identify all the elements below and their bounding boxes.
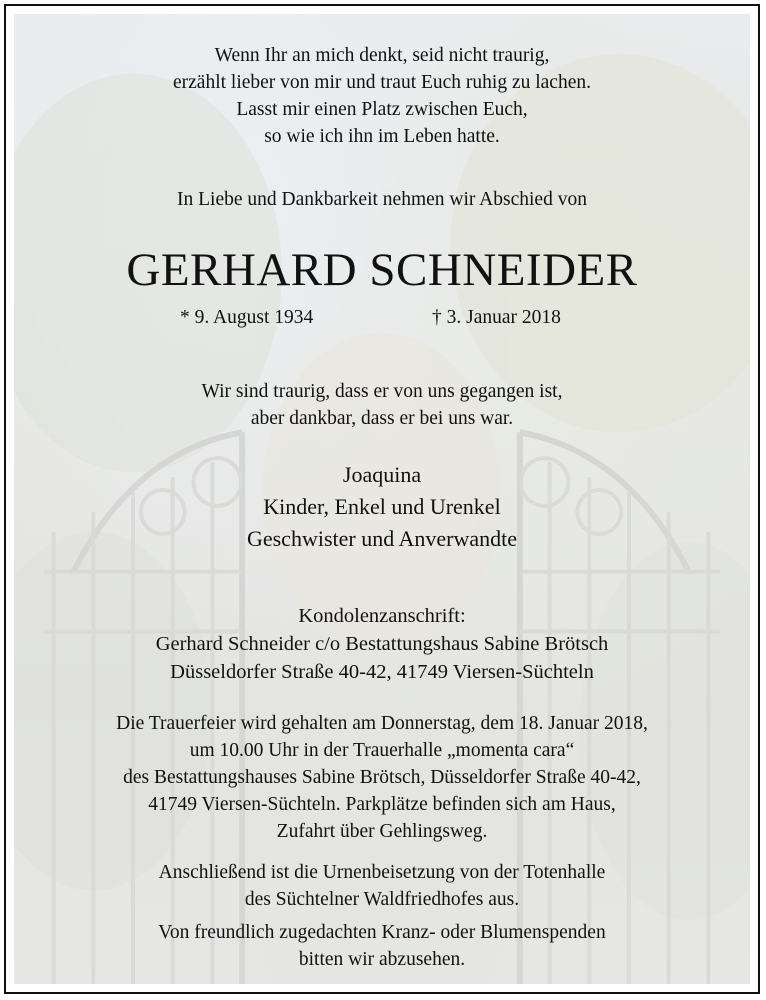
burial-line: des Süchtelner Waldfriedhofes aus. <box>244 889 520 910</box>
ceremony-line: Zufahrt über Gehlingsweg. <box>276 821 488 842</box>
mourner-line: Kinder, Enkel und Urenkel <box>263 494 501 519</box>
ceremony-line: 41749 Viersen-Süchteln. Parkplätze befinden sich am Haus, <box>148 794 616 815</box>
flowers-note <box>14 919 750 973</box>
death-date: † 3. Januar 2018 <box>432 307 561 328</box>
ceremony-line: um 10.00 Uhr in der Trauerhalle „momenta cara“ <box>189 740 575 761</box>
mourner-line: Geschwister und Anverwandte <box>246 526 518 551</box>
flowers-line: bitten wir abzusehen. <box>298 949 466 970</box>
sentiment-line: aber dankbar, dass er bei uns war. <box>250 408 514 429</box>
poem <box>14 42 750 150</box>
intro-text: In Liebe und Dankbarkeit nehmen wir Abschied von <box>177 189 587 210</box>
poem-line: so wie ich ihn im Leben hatte. <box>264 126 500 147</box>
burial-line: Anschließend ist die Urnenbeisetzung von der Totenhalle <box>158 862 606 883</box>
ceremony-details <box>14 710 750 845</box>
obituary-card <box>14 14 750 984</box>
poem-line: erzählt lieber von mir und traut Euch ruhig zu lachen. <box>172 72 591 93</box>
ceremony-line: des Bestattungshauses Sabine Brötsch, Düsseldorfer Straße 40-42, <box>123 767 641 788</box>
ceremony-line: Die Trauerfeier wird gehalten am Donnerstag, dem 18. Januar 2018, <box>116 713 648 734</box>
mourners <box>14 459 750 555</box>
sentiment-line: Wir sind traurig, dass er von uns gegangen ist, <box>201 381 563 402</box>
birth-date: * 9. August 1934 <box>180 307 314 328</box>
condolence-address <box>14 602 750 686</box>
condolence-line: Gerhard Schneider c/o Bestattungshaus Sabine Brötsch <box>155 633 609 655</box>
condolence-line: Kondolenzanschrift: <box>298 605 466 627</box>
burial-details <box>14 859 750 913</box>
mourner-line: Joaquina <box>342 462 422 487</box>
sentiment <box>14 378 750 432</box>
flowers-line: Von freundlich zugedachten Kranz- oder Blumenspenden <box>158 922 606 943</box>
deceased-name: GERHARD SCHNEIDER <box>126 244 638 296</box>
farewell-intro <box>14 186 750 213</box>
obituary-frame <box>4 4 760 994</box>
poem-line: Lasst mir einen Platz zwischen Euch, <box>236 99 528 120</box>
condolence-line: Düsseldorfer Straße 40-42, 41749 Viersen-Süchteln <box>170 661 594 683</box>
poem-line: Wenn Ihr an mich denkt, seid nicht traurig, <box>214 45 550 66</box>
